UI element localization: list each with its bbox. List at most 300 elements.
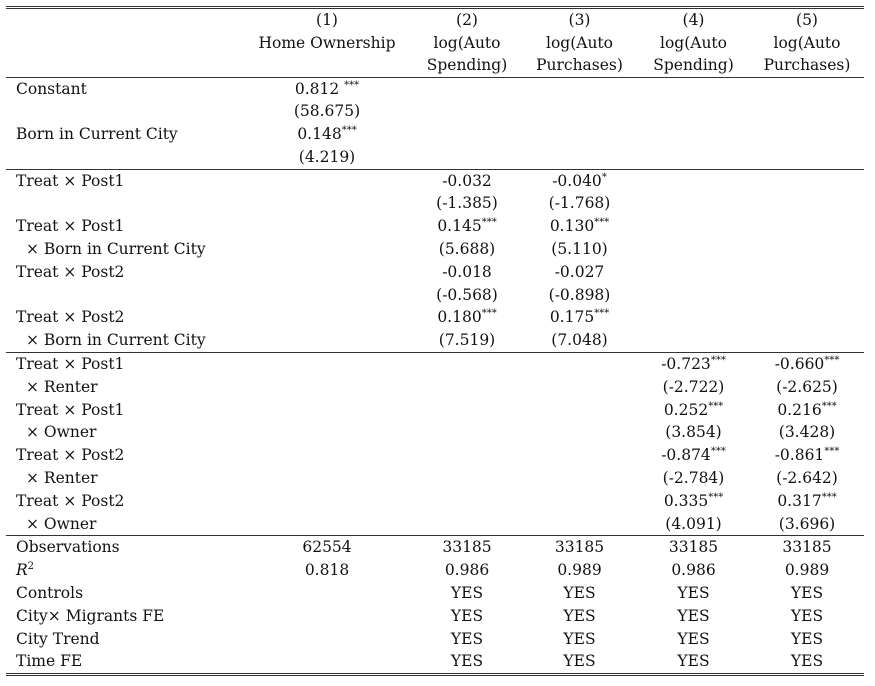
table-cell (750, 376, 864, 399)
table-cell (750, 123, 864, 146)
cell-value: (3.854) (665, 423, 722, 442)
column-number: (2) (412, 8, 522, 32)
row-label-text: Born in Current City (16, 125, 178, 144)
table-row (6, 559, 864, 582)
column-title: Spending) (653, 56, 734, 74)
column-title (242, 54, 412, 77)
table-cell (412, 238, 522, 261)
table-cell (637, 169, 750, 192)
table-cell (522, 582, 637, 605)
cell-value: YES (790, 652, 824, 671)
cell-value: YES (790, 584, 824, 603)
table-cell (750, 215, 864, 238)
table-cell (750, 192, 864, 215)
significance-stars: *** (481, 217, 497, 229)
cell-value: 33185 (668, 538, 719, 557)
table-row (6, 513, 864, 536)
table-cell (637, 146, 750, 169)
table-row (6, 536, 864, 559)
cell-value: (3.428) (778, 423, 836, 442)
table-row (6, 421, 864, 444)
column-title: Spending) (426, 56, 508, 74)
table-cell (242, 421, 412, 444)
row-label (6, 444, 242, 467)
table-cell (412, 376, 522, 399)
cell-value: (-2.642) (776, 469, 838, 488)
cell-value: YES (563, 652, 596, 671)
cell-value: (-2.625) (776, 377, 838, 396)
table-cell (242, 329, 412, 352)
row-label (6, 628, 242, 651)
table-cell (412, 123, 522, 146)
table-row (6, 582, 864, 605)
table-cell (522, 215, 637, 238)
significance-stars: *** (824, 355, 840, 367)
table-cell (412, 650, 522, 674)
cell-value: (-1.385) (436, 194, 498, 213)
table-cell (637, 559, 750, 582)
cell-value: 0.812 (294, 79, 345, 98)
cell-value: YES (790, 629, 824, 648)
table-cell (242, 146, 412, 169)
table-cell (637, 513, 750, 536)
table-row (6, 215, 864, 238)
row-label-text: City Trend (16, 629, 100, 648)
row-label (6, 559, 242, 582)
table-cell (412, 536, 522, 559)
table-cell (750, 306, 864, 329)
row-label (6, 605, 242, 628)
row-label (6, 100, 242, 123)
table-cell (412, 582, 522, 605)
table-cell (242, 536, 412, 559)
table-cell (242, 399, 412, 422)
column-title: log(Auto (773, 33, 841, 52)
row-label (6, 238, 242, 261)
row-label-text: Treat × Post1 (16, 355, 125, 374)
table-cell (637, 100, 750, 123)
row-label (6, 169, 242, 192)
table-cell (412, 215, 522, 238)
row-label-text: × Renter (26, 377, 98, 396)
table-cell (242, 77, 412, 100)
column-title: log(Auto (546, 33, 613, 52)
row-label-text: × Owner (26, 514, 97, 533)
table-cell (637, 582, 750, 605)
cell-value: 0.818 (304, 561, 350, 580)
column-title: Purchases) (536, 56, 623, 74)
table-cell (242, 238, 412, 261)
row-label-text: Constant (16, 79, 87, 98)
table-cell (750, 467, 864, 490)
table-cell (242, 605, 412, 628)
table-cell (412, 421, 522, 444)
row-label (6, 123, 242, 146)
significance-stars: *** (821, 491, 837, 503)
table-cell (750, 329, 864, 352)
cell-value: (7.048) (551, 331, 608, 350)
column-number: (1) (242, 8, 412, 32)
table-cell (750, 261, 864, 284)
header-row-numbers (6, 8, 864, 32)
table-cell (242, 353, 412, 376)
row-label (6, 215, 242, 238)
cell-value: YES (563, 606, 596, 625)
table-cell (750, 100, 864, 123)
cell-value: (4.091) (665, 514, 722, 533)
table-row (6, 284, 864, 307)
table-cell (522, 628, 637, 651)
row-label-text: Treat × Post1 (16, 400, 125, 419)
row-label-text: × Born in Current City (26, 240, 206, 259)
table-cell (750, 284, 864, 307)
table-cell (412, 306, 522, 329)
table-body (6, 77, 864, 675)
cell-value: (5.688) (438, 240, 496, 259)
row-label (6, 284, 242, 307)
table-cell (242, 444, 412, 467)
significance-stars: * (601, 171, 607, 183)
row-label (6, 192, 242, 215)
row-label (6, 261, 242, 284)
table-cell (242, 650, 412, 674)
table-row (6, 146, 864, 169)
significance-stars: *** (708, 400, 724, 412)
row-label (6, 490, 242, 513)
table-cell (522, 376, 637, 399)
table-cell (750, 650, 864, 674)
cell-value: 0.175 (549, 308, 595, 327)
row-label-text: Observations (16, 538, 120, 557)
table-cell (637, 628, 750, 651)
cell-value: (7.519) (438, 331, 496, 350)
table-row (6, 169, 864, 192)
table-cell (637, 261, 750, 284)
table-cell (637, 444, 750, 467)
row-label (6, 513, 242, 536)
row-label (6, 467, 242, 490)
row-label (6, 582, 242, 605)
header-blank (6, 54, 242, 77)
significance-stars: *** (710, 446, 726, 458)
cell-value: YES (450, 606, 484, 625)
cell-value: (-2.784) (662, 469, 725, 488)
cell-value: (5.110) (551, 240, 608, 259)
table-row (6, 192, 864, 215)
table-cell (637, 215, 750, 238)
row-label-text: Treat × Post2 (16, 491, 125, 510)
table-cell (637, 353, 750, 376)
cell-value: 62554 (302, 538, 352, 557)
table-cell (637, 306, 750, 329)
cell-value: (4.219) (298, 147, 356, 166)
table-row (6, 605, 864, 628)
table-cell (750, 582, 864, 605)
table-cell (522, 467, 637, 490)
row-label-text: City× Migrants FE (16, 606, 165, 625)
cell-value: YES (677, 652, 710, 671)
table-cell (242, 284, 412, 307)
row-label (6, 353, 242, 376)
column-number: (3) (522, 8, 637, 32)
table-cell (412, 146, 522, 169)
table-cell (522, 399, 637, 422)
table-cell (242, 376, 412, 399)
cell-value: -0.723 (661, 355, 711, 374)
significance-stars: *** (824, 446, 840, 458)
regression-table (6, 6, 864, 676)
table-cell (522, 146, 637, 169)
table-cell (412, 353, 522, 376)
table-cell (522, 605, 637, 628)
row-label (6, 421, 242, 444)
row-label-text: R (16, 561, 28, 580)
row-label-text: Treat × Post1 (16, 171, 125, 190)
cell-value: 0.989 (557, 561, 602, 580)
row-label (6, 399, 242, 422)
table-cell (242, 513, 412, 536)
table-cell (242, 215, 412, 238)
table-cell (750, 536, 864, 559)
cell-value: YES (450, 652, 484, 671)
significance-stars: *** (710, 355, 726, 367)
row-label (6, 77, 242, 100)
table-row (6, 261, 864, 284)
header-row-title2 (6, 54, 864, 77)
table-cell (412, 100, 522, 123)
table-cell (750, 605, 864, 628)
row-label-text: × Born in Current City (26, 331, 206, 350)
cell-value: YES (563, 629, 596, 648)
cell-value: -0.018 (442, 262, 492, 281)
cell-value: 0.216 (777, 400, 822, 419)
table-cell (412, 490, 522, 513)
table-row (6, 399, 864, 422)
table-cell (242, 467, 412, 490)
table-cell (242, 559, 412, 582)
cell-value: YES (790, 606, 824, 625)
column-number: (4) (637, 8, 750, 32)
cell-value: YES (563, 584, 596, 603)
table-row (6, 628, 864, 651)
table-cell (242, 192, 412, 215)
row-label-text: Controls (16, 584, 84, 603)
cell-value: (-0.898) (548, 285, 611, 304)
table-cell (522, 306, 637, 329)
table-cell (412, 261, 522, 284)
cell-value: (58.675) (293, 102, 361, 121)
row-label (6, 376, 242, 399)
label-superscript: 2 (27, 561, 35, 573)
table-cell (522, 421, 637, 444)
table-cell (412, 467, 522, 490)
table-cell (412, 444, 522, 467)
table-row (6, 329, 864, 352)
row-label-text: Treat × Post2 (16, 262, 125, 281)
table-cell (242, 582, 412, 605)
table-cell (412, 284, 522, 307)
table-cell (522, 261, 637, 284)
cell-value: 0.180 (437, 308, 482, 327)
row-label-text: × Owner (26, 423, 97, 442)
header-blank (6, 8, 242, 32)
table-cell (637, 77, 750, 100)
cell-value: -0.874 (661, 446, 711, 465)
table-cell (750, 77, 864, 100)
table-cell (522, 77, 637, 100)
cell-value: -0.027 (554, 262, 605, 281)
significance-stars: *** (708, 491, 724, 503)
cell-value: YES (677, 584, 710, 603)
cell-value: 33185 (554, 538, 605, 557)
column-number: (5) (750, 8, 864, 32)
row-label (6, 650, 242, 674)
table-cell (750, 490, 864, 513)
table-cell (750, 559, 864, 582)
table-cell (750, 146, 864, 169)
cell-value: 33185 (782, 538, 832, 557)
row-label-text: × Renter (26, 469, 98, 488)
row-label (6, 329, 242, 352)
table-cell (242, 123, 412, 146)
row-label (6, 306, 242, 329)
table-cell (412, 399, 522, 422)
significance-stars: *** (481, 308, 497, 320)
cell-value: (-2.722) (662, 377, 725, 396)
cell-value: -0.040 (552, 171, 602, 190)
table-cell (522, 123, 637, 146)
table-cell (412, 513, 522, 536)
table-cell (750, 169, 864, 192)
significance-stars: *** (594, 217, 610, 229)
table-cell (637, 238, 750, 261)
row-label (6, 536, 242, 559)
table-cell (412, 77, 522, 100)
table-row (6, 444, 864, 467)
cell-value: 0.317 (777, 491, 822, 510)
table-cell (412, 559, 522, 582)
table-cell (412, 192, 522, 215)
table-cell (522, 559, 637, 582)
column-title: Purchases) (763, 56, 851, 74)
cell-value: -0.660 (774, 355, 825, 374)
table-cell (637, 421, 750, 444)
table-row (6, 77, 864, 100)
table-row (6, 353, 864, 376)
table-cell (242, 490, 412, 513)
cell-value: YES (677, 606, 710, 625)
table-cell (750, 353, 864, 376)
table-cell (242, 169, 412, 192)
cell-value: (-0.568) (436, 285, 498, 304)
table-cell (637, 467, 750, 490)
table-cell (522, 353, 637, 376)
table-cell (522, 100, 637, 123)
table-cell (522, 284, 637, 307)
table-cell (750, 421, 864, 444)
table-cell (412, 605, 522, 628)
significance-stars: *** (344, 79, 360, 91)
table-cell (242, 100, 412, 123)
table-cell (750, 628, 864, 651)
row-label (6, 146, 242, 169)
table-row (6, 376, 864, 399)
cell-value: 0.986 (444, 561, 490, 580)
table-cell (637, 399, 750, 422)
table-cell (242, 306, 412, 329)
table-cell (750, 444, 864, 467)
cell-value: (3.696) (778, 514, 836, 533)
table-row (6, 306, 864, 329)
table-cell (522, 169, 637, 192)
row-label-text: Treat × Post2 (16, 446, 125, 465)
table-cell (522, 444, 637, 467)
table-cell (637, 329, 750, 352)
table-cell (637, 123, 750, 146)
header-blank (6, 32, 242, 55)
table-cell (750, 513, 864, 536)
table-row (6, 238, 864, 261)
cell-value: 0.145 (437, 217, 482, 236)
cell-value: 0.148 (297, 125, 342, 144)
column-title: Home Ownership (258, 33, 396, 52)
table-cell (637, 650, 750, 674)
table-cell (242, 261, 412, 284)
cell-value: YES (450, 584, 484, 603)
row-label-text: Treat × Post1 (16, 217, 125, 236)
table-cell (242, 628, 412, 651)
table-cell (522, 513, 637, 536)
row-label-text: Treat × Post2 (16, 308, 125, 327)
cell-value: 0.130 (549, 217, 595, 236)
column-title: log(Auto (660, 33, 727, 52)
table-row (6, 123, 864, 146)
table-cell (522, 650, 637, 674)
cell-value: 33185 (442, 538, 492, 557)
column-title: log(Auto (433, 33, 501, 52)
table-row (6, 467, 864, 490)
cell-value: 0.986 (671, 561, 716, 580)
table-cell (637, 536, 750, 559)
significance-stars: *** (341, 125, 357, 137)
table-row (6, 100, 864, 123)
table-cell (637, 605, 750, 628)
header-row-title1 (6, 32, 864, 55)
table-cell (522, 329, 637, 352)
table-cell (522, 238, 637, 261)
cell-value: YES (677, 629, 710, 648)
table-cell (522, 192, 637, 215)
cell-value: 0.989 (784, 561, 830, 580)
table-cell (637, 490, 750, 513)
table-cell (637, 376, 750, 399)
cell-value: 0.335 (663, 491, 709, 510)
table-row (6, 650, 864, 674)
table-cell (637, 192, 750, 215)
table-cell (637, 284, 750, 307)
cell-value: -0.861 (774, 446, 825, 465)
table-cell (412, 628, 522, 651)
cell-value: YES (450, 629, 484, 648)
table-cell (412, 329, 522, 352)
table-cell (750, 399, 864, 422)
table-header (6, 8, 864, 78)
table-cell (750, 238, 864, 261)
table-cell (412, 169, 522, 192)
significance-stars: *** (594, 308, 610, 320)
table-row (6, 490, 864, 513)
cell-value: -0.032 (442, 171, 492, 190)
